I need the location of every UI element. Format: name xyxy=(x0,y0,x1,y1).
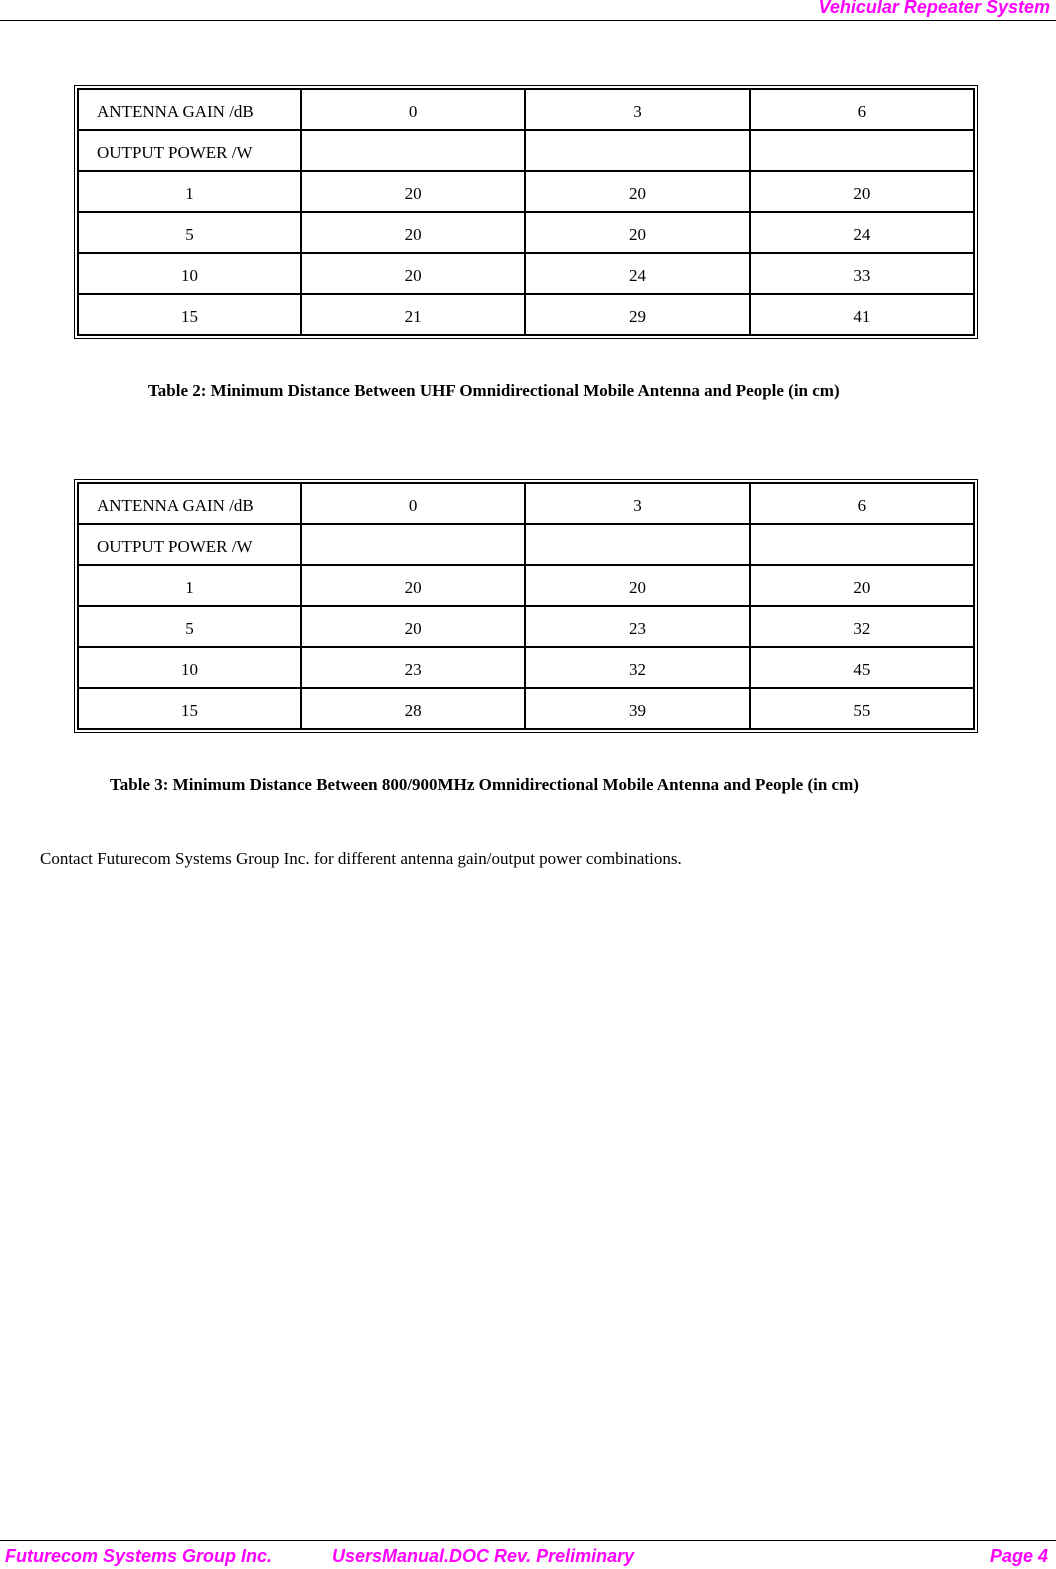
table-cell xyxy=(525,130,749,171)
table-subheader-row xyxy=(78,524,974,565)
table-cell: 6 xyxy=(750,483,974,524)
table-cell: 20 xyxy=(301,606,525,647)
table-cell: 6 xyxy=(750,89,974,130)
table-cell: 10 xyxy=(78,253,301,294)
table-3 xyxy=(74,479,978,733)
table-row xyxy=(78,647,974,688)
table-cell: 20 xyxy=(301,171,525,212)
table-row xyxy=(78,294,974,335)
table-cell xyxy=(301,130,525,171)
table-header-row xyxy=(78,483,974,524)
table-cell: 41 xyxy=(750,294,974,335)
table-row xyxy=(78,253,974,294)
table-cell: 20 xyxy=(301,253,525,294)
table-2 xyxy=(74,85,978,339)
table-cell: 20 xyxy=(750,171,974,212)
table-cell: 20 xyxy=(525,171,749,212)
table-cell: 45 xyxy=(750,647,974,688)
table-cell: 24 xyxy=(525,253,749,294)
table-cell: 15 xyxy=(78,294,301,335)
table-cell xyxy=(750,524,974,565)
table-cell: 20 xyxy=(525,212,749,253)
table-cell: 0 xyxy=(301,483,525,524)
footer-company: Futurecom Systems Group Inc. xyxy=(5,1546,273,1566)
table-cell: 29 xyxy=(525,294,749,335)
footer-page-number: Page 4 xyxy=(989,1546,1048,1566)
table-cell: 20 xyxy=(301,212,525,253)
table-row xyxy=(78,688,974,729)
table-cell: 0 xyxy=(301,89,525,130)
table-cell: 28 xyxy=(301,688,525,729)
table-cell: 24 xyxy=(750,212,974,253)
table-cell: 1 xyxy=(78,565,301,606)
table-cell: OUTPUT POWER /W xyxy=(78,524,301,565)
table-cell: 5 xyxy=(78,606,301,647)
table-cell: 32 xyxy=(525,647,749,688)
table-cell: 1 xyxy=(78,171,301,212)
table-cell: 21 xyxy=(301,294,525,335)
table-cell: 3 xyxy=(525,89,749,130)
table-cell: 23 xyxy=(301,647,525,688)
table-cell: 33 xyxy=(750,253,974,294)
table-cell: 15 xyxy=(78,688,301,729)
table-subheader-row xyxy=(78,130,974,171)
table-2-caption: Table 2: Minimum Distance Between UHF Omnidirectional Mobile Antenna and People (in cm) xyxy=(148,381,840,400)
table-cell: 20 xyxy=(301,565,525,606)
table-cell: 32 xyxy=(750,606,974,647)
page-header-title: Vehicular Repeater System xyxy=(818,0,1050,17)
table-cell: OUTPUT POWER /W xyxy=(78,130,301,171)
table-cell xyxy=(750,130,974,171)
table-cell: 39 xyxy=(525,688,749,729)
table-3-caption: Table 3: Minimum Distance Between 800/900MHz Omnidirectional Mobile Antenna and People (in cm) xyxy=(110,775,859,794)
table-row xyxy=(78,565,974,606)
table-cell: 10 xyxy=(78,647,301,688)
table-cell: 23 xyxy=(525,606,749,647)
header-rule xyxy=(0,20,1056,21)
table-cell: 20 xyxy=(750,565,974,606)
table-cell: ANTENNA GAIN /dB xyxy=(78,483,301,524)
table-cell: ANTENNA GAIN /dB xyxy=(78,89,301,130)
table-row xyxy=(78,606,974,647)
footer-rule xyxy=(0,1540,1056,1541)
table-cell: 55 xyxy=(750,688,974,729)
table-row xyxy=(78,212,974,253)
table-cell xyxy=(525,524,749,565)
table-row xyxy=(78,171,974,212)
table-cell xyxy=(301,524,525,565)
table-cell: 3 xyxy=(525,483,749,524)
contact-note: Contact Futurecom Systems Group Inc. for different antenna gain/output power combinations. xyxy=(40,849,682,868)
table-cell: 5 xyxy=(78,212,301,253)
footer-document: UsersManual.DOC Rev. Preliminary xyxy=(332,1546,635,1566)
table-header-row xyxy=(78,89,974,130)
table-cell: 20 xyxy=(525,565,749,606)
